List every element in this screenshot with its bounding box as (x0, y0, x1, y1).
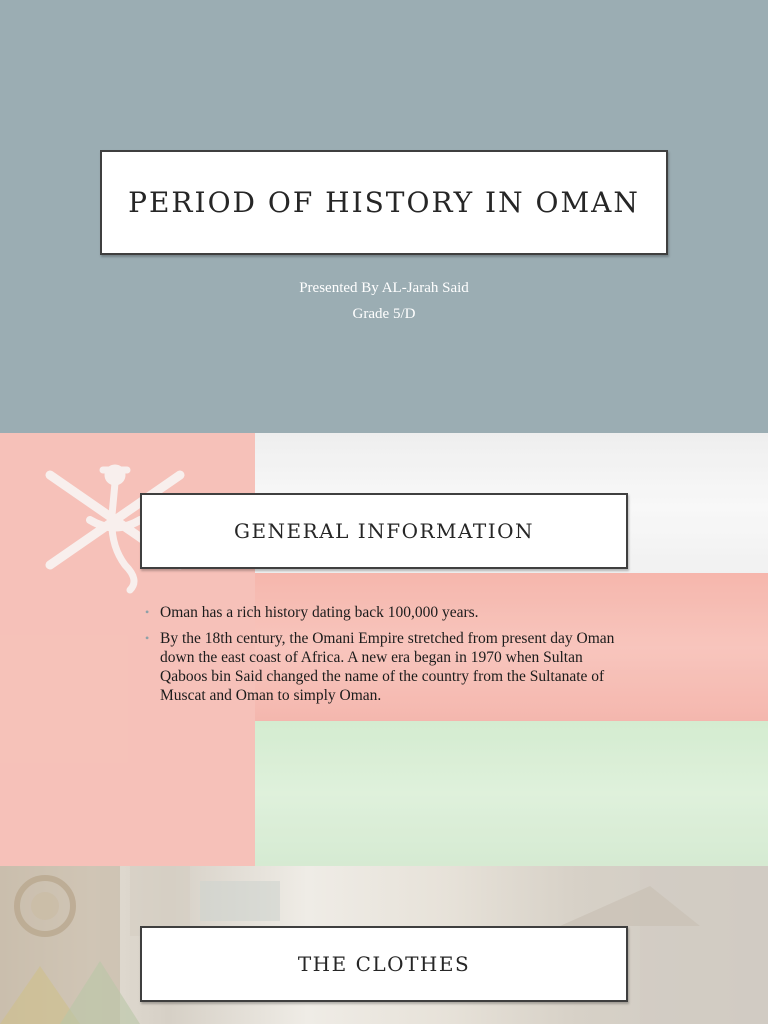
bullet-text: Oman has a rich history dating back 100,000 years. (160, 604, 479, 621)
presenter-name: Presented By AL-Jarah Said (299, 280, 469, 296)
heading-box (140, 493, 628, 569)
slide-the-clothes (0, 866, 768, 1024)
bullet-text: By the 18th century, the Omani Empire stretched from present day Oman down the east coast of Africa. A new era began in 1970 when Sultan Qaboos bin Said changed the name of the country from the Sultanate of Muscat and Oman to simply Oman. (160, 630, 615, 704)
list-item (144, 603, 624, 622)
slide-title (0, 0, 768, 433)
title-box (100, 150, 668, 255)
bullet-dot-icon: • (145, 631, 150, 645)
list-item (144, 629, 624, 705)
bullet-dot-icon: • (145, 605, 150, 619)
general-information-heading: GENERAL INFORMATION (233, 519, 534, 543)
slide-title-text: PERIOD OF HISTORY IN OMAN (128, 186, 640, 219)
grade-label: Grade 5/D (352, 306, 416, 322)
heading-box (140, 926, 628, 1002)
slide-general-information (0, 433, 768, 866)
the-clothes-heading: THE CLOTHES (297, 952, 471, 976)
bullet-list (144, 603, 624, 712)
